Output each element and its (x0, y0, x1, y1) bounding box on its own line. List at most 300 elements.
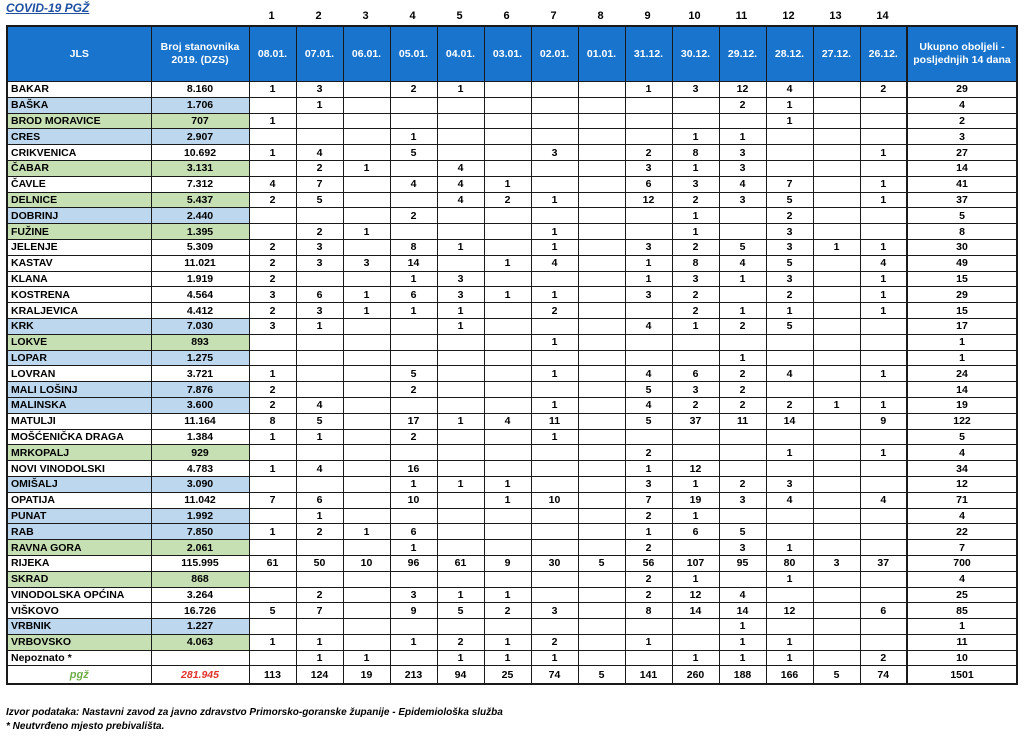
case-count-cell (343, 508, 390, 524)
case-count-cell: 16 (390, 461, 437, 477)
case-count-cell (296, 350, 343, 366)
case-count-cell (672, 350, 719, 366)
population-cell: 5.309 (151, 239, 249, 255)
total-cell: 4 (907, 445, 1017, 461)
total-cell: 1 (907, 334, 1017, 350)
population-cell (151, 650, 249, 666)
case-count-cell (484, 113, 531, 129)
case-count-cell (860, 129, 907, 145)
case-count-cell (390, 224, 437, 240)
case-count-cell (437, 255, 484, 271)
case-count-cell: 1 (484, 176, 531, 192)
municipality-name: ČAVLE (7, 176, 151, 192)
municipality-name: LOVRAN (7, 366, 151, 382)
table-row (7, 634, 1017, 650)
case-count-cell (578, 524, 625, 540)
case-count-cell (766, 129, 813, 145)
case-count-cell (813, 366, 860, 382)
case-count-cell: 1 (249, 145, 296, 161)
case-count-cell (860, 524, 907, 540)
case-count-cell: 9 (484, 555, 531, 571)
case-count-cell: 6 (860, 603, 907, 619)
case-count-cell (813, 445, 860, 461)
case-count-cell (813, 82, 860, 98)
case-count-cell (813, 97, 860, 113)
population-cell: 3.721 (151, 366, 249, 382)
municipality-name: MALI LOŠINJ (7, 382, 151, 398)
case-count-cell (296, 271, 343, 287)
table-row (7, 619, 1017, 635)
header-date: 28.12. (766, 26, 813, 82)
case-count-cell: 1 (766, 445, 813, 461)
case-count-cell: 1 (249, 366, 296, 382)
case-count-cell (296, 619, 343, 635)
case-count-cell (578, 413, 625, 429)
municipality-name: OMIŠALJ (7, 476, 151, 492)
case-count-cell (249, 160, 296, 176)
case-count-cell (860, 113, 907, 129)
case-count-cell: 5 (766, 192, 813, 208)
case-count-cell (296, 476, 343, 492)
case-count-cell (343, 145, 390, 161)
total-cell: 12 (907, 476, 1017, 492)
case-count-cell: 1 (625, 82, 672, 98)
case-count-cell: 1 (719, 650, 766, 666)
case-count-cell: 3 (249, 287, 296, 303)
case-count-cell: 2 (719, 97, 766, 113)
day-number: 5 (456, 10, 463, 22)
case-count-cell (860, 571, 907, 587)
total-cell: 15 (907, 271, 1017, 287)
day-number: 11 (735, 10, 748, 22)
population-cell: 707 (151, 113, 249, 129)
case-count-cell (484, 318, 531, 334)
header-date: 01.01. (578, 26, 625, 82)
municipality-name: KRK (7, 318, 151, 334)
case-count-cell (484, 397, 531, 413)
total-cell: 122 (907, 413, 1017, 429)
daily-total-cell: 113 (249, 666, 296, 685)
total-cell: 49 (907, 255, 1017, 271)
case-count-cell (390, 318, 437, 334)
case-count-cell: 1 (860, 445, 907, 461)
case-count-cell (390, 160, 437, 176)
case-count-cell: 1 (343, 287, 390, 303)
case-count-cell: 3 (766, 239, 813, 255)
total-cell: 17 (907, 318, 1017, 334)
case-count-cell (531, 461, 578, 477)
case-count-cell: 5 (578, 555, 625, 571)
case-count-cell (437, 397, 484, 413)
case-count-cell: 4 (531, 255, 578, 271)
case-count-cell: 4 (860, 255, 907, 271)
case-count-cell: 3 (625, 287, 672, 303)
case-count-cell (484, 145, 531, 161)
case-count-cell (390, 571, 437, 587)
case-count-cell: 3 (719, 192, 766, 208)
case-count-cell (578, 650, 625, 666)
total-cell: 71 (907, 492, 1017, 508)
case-count-cell: 1 (437, 476, 484, 492)
case-count-cell (343, 492, 390, 508)
case-count-cell: 2 (390, 382, 437, 398)
case-count-cell (484, 429, 531, 445)
case-count-cell: 12 (719, 82, 766, 98)
case-count-cell: 2 (390, 429, 437, 445)
total-cell: 4 (907, 508, 1017, 524)
case-count-cell (437, 350, 484, 366)
case-count-cell: 2 (249, 303, 296, 319)
case-count-cell (484, 224, 531, 240)
day-number: 2 (315, 10, 322, 22)
case-count-cell: 4 (296, 461, 343, 477)
population-cell: 4.412 (151, 303, 249, 319)
table-row (7, 382, 1017, 398)
case-count-cell (672, 445, 719, 461)
case-count-cell: 1 (484, 492, 531, 508)
case-count-cell (390, 97, 437, 113)
case-count-cell: 1 (343, 303, 390, 319)
municipality-name: MATULJI (7, 413, 151, 429)
case-count-cell (484, 82, 531, 98)
case-count-cell: 30 (531, 555, 578, 571)
case-count-cell (249, 129, 296, 145)
case-count-cell: 1 (719, 271, 766, 287)
case-count-cell (484, 129, 531, 145)
case-count-cell: 3 (672, 382, 719, 398)
population-cell: 3.600 (151, 397, 249, 413)
population-cell: 1.275 (151, 350, 249, 366)
table-row (7, 97, 1017, 113)
case-count-cell (343, 318, 390, 334)
table-row (7, 366, 1017, 382)
table-row (7, 571, 1017, 587)
case-count-cell: 2 (531, 634, 578, 650)
case-count-cell: 1 (437, 318, 484, 334)
case-count-cell (437, 334, 484, 350)
case-count-cell (813, 192, 860, 208)
case-count-cell: 1 (249, 634, 296, 650)
daily-total-cell: 94 (437, 666, 484, 685)
total-cell: 4 (907, 571, 1017, 587)
population-cell: 1.992 (151, 508, 249, 524)
total-cell: 22 (907, 524, 1017, 540)
case-count-cell (625, 350, 672, 366)
case-count-cell: 6 (390, 287, 437, 303)
case-count-cell: 3 (672, 176, 719, 192)
case-count-cell (578, 145, 625, 161)
case-count-cell: 1 (672, 508, 719, 524)
case-count-cell (484, 619, 531, 635)
case-count-cell: 1 (625, 271, 672, 287)
case-count-cell: 2 (672, 192, 719, 208)
case-count-cell: 3 (296, 303, 343, 319)
case-count-cell (484, 524, 531, 540)
case-count-cell (719, 208, 766, 224)
case-count-cell: 3 (672, 82, 719, 98)
case-count-cell: 1 (390, 303, 437, 319)
case-count-cell: 2 (249, 239, 296, 255)
page-title: COVID-19 PGŽ (6, 1, 90, 15)
case-count-cell (578, 97, 625, 113)
case-count-cell (390, 650, 437, 666)
case-count-cell (531, 476, 578, 492)
case-count-cell: 1 (296, 650, 343, 666)
case-count-cell: 14 (719, 603, 766, 619)
municipality-name: DELNICE (7, 192, 151, 208)
municipality-name: VRBNIK (7, 619, 151, 635)
case-count-cell: 2 (625, 508, 672, 524)
grand-total-cell: 1501 (907, 666, 1017, 685)
table-row (7, 334, 1017, 350)
municipality-name: MALINSKA (7, 397, 151, 413)
case-count-cell (813, 176, 860, 192)
population-cell: 11.021 (151, 255, 249, 271)
case-count-cell (531, 97, 578, 113)
case-count-cell: 1 (766, 634, 813, 650)
case-count-cell: 4 (766, 82, 813, 98)
case-count-cell (390, 192, 437, 208)
table-row (7, 650, 1017, 666)
case-count-cell: 4 (719, 587, 766, 603)
case-count-cell: 1 (860, 287, 907, 303)
case-count-cell (813, 255, 860, 271)
case-count-cell: 8 (625, 603, 672, 619)
case-count-cell: 7 (296, 176, 343, 192)
day-number: 14 (876, 10, 889, 22)
case-count-cell: 1 (672, 129, 719, 145)
total-cell: 24 (907, 366, 1017, 382)
case-count-cell: 3 (249, 318, 296, 334)
case-count-cell: 2 (249, 382, 296, 398)
case-count-cell: 6 (296, 287, 343, 303)
case-count-cell (813, 350, 860, 366)
case-count-cell (625, 208, 672, 224)
case-count-cell (672, 619, 719, 635)
case-count-cell (343, 334, 390, 350)
case-count-cell: 1 (672, 476, 719, 492)
case-count-cell (813, 461, 860, 477)
case-count-cell (249, 508, 296, 524)
case-count-cell: 3 (531, 145, 578, 161)
case-count-cell (860, 382, 907, 398)
population-cell: 1.395 (151, 224, 249, 240)
case-count-cell (531, 176, 578, 192)
population-cell: 929 (151, 445, 249, 461)
case-count-cell: 10 (343, 555, 390, 571)
case-count-cell (484, 350, 531, 366)
case-count-cell: 5 (437, 603, 484, 619)
case-count-cell (343, 97, 390, 113)
case-count-cell (813, 476, 860, 492)
case-count-cell (625, 97, 672, 113)
day-number: 8 (597, 10, 604, 22)
municipality-name: BROD MORAVICE (7, 113, 151, 129)
table-row (7, 192, 1017, 208)
case-count-cell: 2 (672, 287, 719, 303)
case-count-cell: 8 (672, 255, 719, 271)
case-count-cell (766, 350, 813, 366)
case-count-cell (343, 587, 390, 603)
daily-total-cell: 141 (625, 666, 672, 685)
header-date: 06.01. (343, 26, 390, 82)
case-count-cell (860, 540, 907, 556)
municipality-name: RIJEKA (7, 555, 151, 571)
case-count-cell (531, 129, 578, 145)
footer (6, 706, 503, 734)
case-count-cell (343, 476, 390, 492)
case-count-cell (343, 350, 390, 366)
case-count-cell (343, 540, 390, 556)
case-count-cell: 1 (531, 334, 578, 350)
case-count-cell: 2 (672, 397, 719, 413)
header-total: Ukupno oboljeli - posljednjih 14 dana (907, 26, 1017, 82)
case-count-cell: 96 (390, 555, 437, 571)
case-count-cell (813, 271, 860, 287)
case-count-cell: 5 (766, 318, 813, 334)
case-count-cell: 3 (296, 255, 343, 271)
case-count-cell: 3 (672, 271, 719, 287)
case-count-cell: 3 (766, 476, 813, 492)
case-count-cell: 2 (390, 208, 437, 224)
municipality-name: MOŠĆENIČKA DRAGA (7, 429, 151, 445)
case-count-cell: 1 (860, 176, 907, 192)
header-date: 30.12. (672, 26, 719, 82)
header-population: Broj stanovnika 2019. (DZS) (151, 26, 249, 82)
case-count-cell: 1 (625, 255, 672, 271)
case-count-cell: 1 (531, 397, 578, 413)
case-count-cell (578, 318, 625, 334)
case-count-cell: 3 (296, 82, 343, 98)
municipality-name: MRKOPALJ (7, 445, 151, 461)
case-count-cell (249, 334, 296, 350)
header-date: 02.01. (531, 26, 578, 82)
case-count-cell (719, 113, 766, 129)
case-count-cell (719, 571, 766, 587)
case-count-cell (813, 492, 860, 508)
case-count-cell: 1 (296, 508, 343, 524)
table-row (7, 508, 1017, 524)
case-count-cell (766, 334, 813, 350)
case-count-cell: 1 (860, 145, 907, 161)
case-count-cell (296, 445, 343, 461)
case-count-cell: 6 (672, 524, 719, 540)
case-count-cell (766, 429, 813, 445)
case-count-cell: 1 (766, 303, 813, 319)
municipality-name: Nepoznato * (7, 650, 151, 666)
daily-total-cell: 213 (390, 666, 437, 685)
case-count-cell (813, 287, 860, 303)
municipality-name: KLANA (7, 271, 151, 287)
municipality-name: VINODOLSKA OPĆINA (7, 587, 151, 603)
day-number: 1 (268, 10, 275, 22)
case-count-cell: 61 (249, 555, 296, 571)
case-count-cell (249, 224, 296, 240)
case-count-cell (578, 239, 625, 255)
case-count-cell (437, 461, 484, 477)
case-count-cell: 2 (625, 540, 672, 556)
case-count-cell (296, 366, 343, 382)
header-date: 05.01. (390, 26, 437, 82)
case-count-cell (343, 603, 390, 619)
total-cell: 30 (907, 239, 1017, 255)
case-count-cell: 5 (719, 239, 766, 255)
case-count-cell (484, 540, 531, 556)
case-count-cell (437, 429, 484, 445)
case-count-cell (343, 208, 390, 224)
population-cell: 3.131 (151, 160, 249, 176)
table-row (7, 271, 1017, 287)
header-date: 04.01. (437, 26, 484, 82)
case-count-cell (578, 634, 625, 650)
case-count-cell (531, 587, 578, 603)
case-count-cell (860, 224, 907, 240)
case-count-cell: 1 (813, 397, 860, 413)
case-count-cell: 2 (484, 603, 531, 619)
case-count-cell (484, 461, 531, 477)
case-count-cell (860, 350, 907, 366)
case-count-cell: 1 (249, 113, 296, 129)
case-count-cell (813, 603, 860, 619)
case-count-cell: 1 (860, 303, 907, 319)
case-count-cell: 1 (860, 192, 907, 208)
case-count-cell (531, 82, 578, 98)
case-count-cell: 2 (531, 303, 578, 319)
case-count-cell (860, 461, 907, 477)
case-count-cell: 1 (766, 540, 813, 556)
population-cell: 7.030 (151, 318, 249, 334)
case-count-cell (296, 113, 343, 129)
case-count-cell: 1 (672, 650, 719, 666)
case-count-cell (625, 334, 672, 350)
case-count-cell: 14 (766, 413, 813, 429)
case-count-cell: 1 (249, 524, 296, 540)
case-count-cell (343, 634, 390, 650)
table-row (7, 524, 1017, 540)
case-count-cell (578, 113, 625, 129)
case-count-cell (437, 571, 484, 587)
case-count-cell: 1 (719, 619, 766, 635)
header-date: 03.01. (484, 26, 531, 82)
case-count-cell: 2 (390, 82, 437, 98)
case-count-cell (860, 160, 907, 176)
case-count-cell (249, 587, 296, 603)
case-count-cell (343, 445, 390, 461)
table-row (7, 129, 1017, 145)
table-row (7, 461, 1017, 477)
table-row (7, 603, 1017, 619)
total-cell: 19 (907, 397, 1017, 413)
case-count-cell: 1 (249, 82, 296, 98)
case-count-cell: 9 (860, 413, 907, 429)
case-count-cell (531, 540, 578, 556)
case-count-cell (484, 334, 531, 350)
case-count-cell (578, 540, 625, 556)
municipality-name: JELENJE (7, 239, 151, 255)
case-count-cell (343, 382, 390, 398)
case-count-cell: 8 (672, 145, 719, 161)
case-count-cell: 3 (719, 145, 766, 161)
case-count-cell (719, 445, 766, 461)
total-cell: 15 (907, 303, 1017, 319)
municipality-name: BAKAR (7, 82, 151, 98)
case-count-cell (578, 303, 625, 319)
total-cell: 14 (907, 160, 1017, 176)
day-number-spacer (150, 9, 248, 23)
municipality-name: RAB (7, 524, 151, 540)
case-count-cell (390, 334, 437, 350)
municipality-name: DOBRINJ (7, 208, 151, 224)
